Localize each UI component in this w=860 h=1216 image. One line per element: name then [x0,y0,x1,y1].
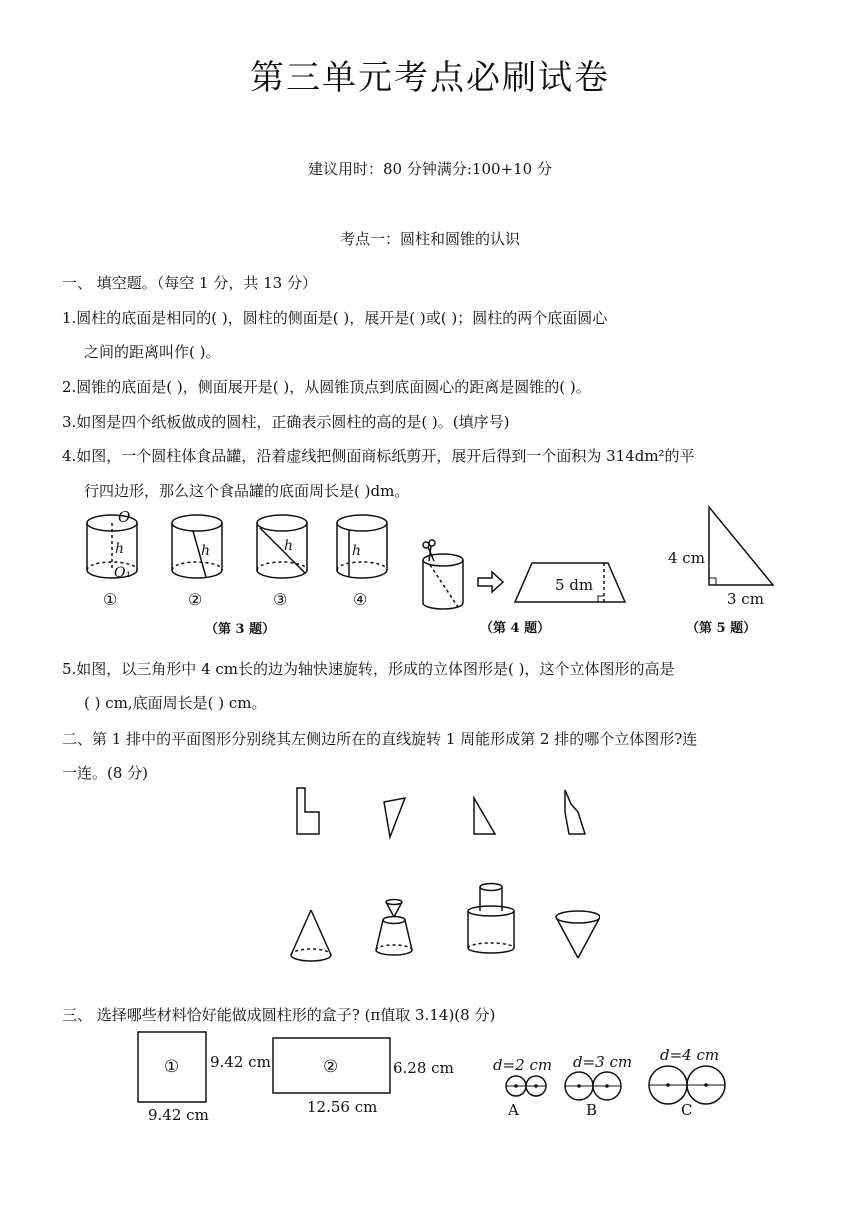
plane-shape-2 [384,798,405,837]
question-4-line1: 4.如图，一个圆柱体食品罐，沿着虚线把侧面商标纸剪开，展开后得到一个面积为 314dm²的平 [62,447,695,465]
section-title: 考点一：圆柱和圆锥的认识 [339,230,520,248]
material-1-side-label: 9.42 cm [210,1053,271,1071]
part3-heading: 三、 选择哪些材料恰好能做成圆柱形的盒子? (π值取 3.14)(8 分) [62,1006,496,1024]
material-1-label: ① [164,1057,180,1077]
h-label-2: h [201,543,211,559]
solid-stacked-cylinders [468,884,514,954]
question-5-line1: 5.如图，以三角形中 4 cm长的边为轴快速旋转，形成的立体图形是( )，这个立体图形的高是 [62,660,675,678]
figures-row-1 [60,505,800,655]
caption-question-5: （第 5 题） [686,621,757,636]
circle-a-label: A [508,1101,519,1119]
question-4-line2: 行四边形，那么这个食品罐的底面周长是( )dm。 [84,482,410,500]
part2-line2: 一连。(8 分) [62,764,149,782]
right-triangle-figure [709,507,773,585]
caption-question-4: （第 4 题） [480,621,551,636]
cylinder-number-1: ① [103,590,118,609]
material-2-side-label: 6.28 cm [393,1059,454,1077]
question-2: 2.圆锥的底面是( )，侧面展开是( )，从圆锥顶点到底面圆心的距离是圆锥的( )。 [62,378,591,396]
circle-b-label: B [586,1101,598,1119]
question-1-line1: 1.圆柱的底面是相同的( )，圆柱的侧面是( )，展开是( )或( )；圆柱的两个底面圆心 [62,309,608,327]
parallelogram-height-label: 5 dm [555,576,594,594]
h-label-3: h [284,538,294,554]
h-label-1: h [115,541,125,557]
circle-c-diameter: d=4 cm [660,1046,720,1064]
cylinder-figure-2 [172,515,222,578]
food-can-figure [423,540,463,609]
solid-cone [291,910,331,961]
material-2-label: ② [323,1057,339,1077]
plane-shape-1 [297,788,319,834]
materials-figures [130,1030,750,1130]
material-2-bottom-label: 12.56 cm [307,1098,378,1116]
cylinder-number-2: ② [188,590,203,609]
circle-c-label: C [681,1101,693,1119]
question-3: 3.如图是四个纸板做成的圆柱，正确表示圆柱的高的是( )。(填序号) [62,413,510,431]
triangle-base-label: 3 cm [727,590,764,608]
circle-b-diameter: d=3 cm [573,1053,633,1071]
time-and-score-note: 建议用时：80 分钟满分:100+10 分 [308,160,552,178]
plane-shape-3 [474,798,495,834]
solid-cone-on-frustum [376,900,412,956]
triangle-side-label: 4 cm [668,549,705,567]
cylinder-number-4: ④ [353,590,368,609]
part2-line1: 二、第 1 排中的平面图形分别绕其左侧边所在的直线旋转 1 周能形成第 2 排的哪个立体图形?连 [62,730,698,748]
unfold-arrow-icon [478,572,503,592]
h-label-4: h [352,543,362,559]
caption-question-3: （第 3 题） [205,622,276,637]
page-title: 第三单元考点必刷试卷 [250,58,610,98]
question-5-line2: ( ) cm,底面周长是( ) cm。 [84,694,267,712]
solid-inverted-cone [556,911,600,958]
part1-heading: 一、 填空题。（每空 1 分，共 13 分） [62,274,317,292]
cylinder-figure-4 [337,515,387,578]
circle-a-diameter: d=2 cm [493,1056,553,1074]
point-o1-label: O₁ [114,565,132,581]
cylinder-number-3: ③ [273,590,288,609]
matching-figures [280,780,600,980]
point-o-label: O [118,508,131,526]
material-1-bottom-label: 9.42 cm [148,1106,209,1124]
cylinder-figure-3 [257,515,307,578]
question-1-line2: 之间的距离叫作( )。 [84,343,221,361]
plane-shape-4 [565,790,585,834]
